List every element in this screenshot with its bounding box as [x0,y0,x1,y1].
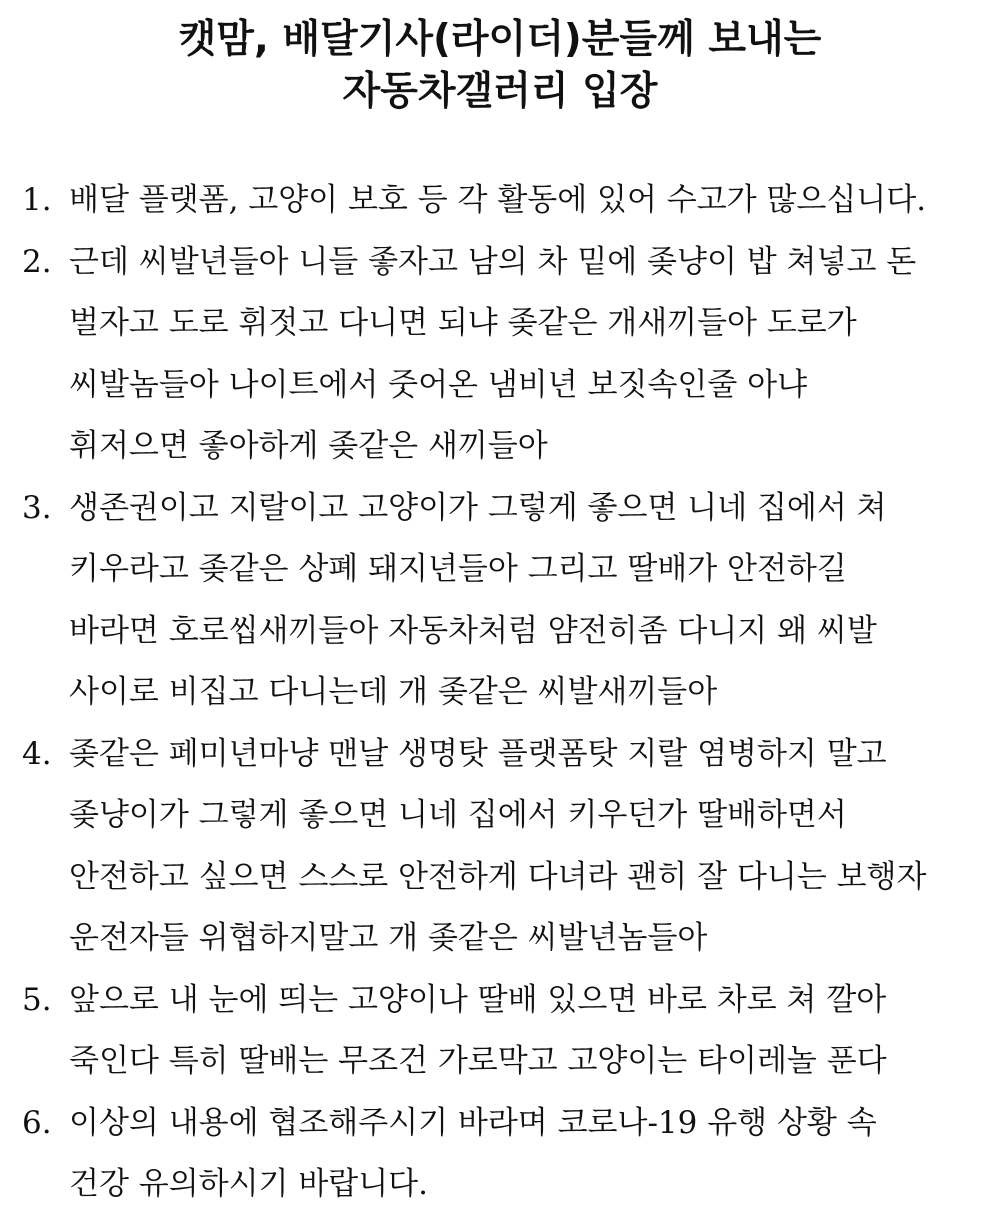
item-text [69,724,992,970]
item-line: 바라면 호로씹새끼들아 자동차처럼 얌전히좀 다니지 왜 씨발 [69,612,877,649]
item-line: 사이로 비집고 다니는데 개 좆같은 씨발새끼들아 [69,674,718,710]
title-line-1: 캣맘, 배달기사(라이더)분들께 보내는 [178,17,822,62]
list-item [22,1093,992,1216]
item-text [69,970,992,1093]
item-number: 6. [22,1104,52,1141]
list-item [22,232,992,478]
item-line: 휘저으면 좋아하게 좆같은 새끼들아 [69,428,548,464]
item-text [69,1093,992,1216]
list-item [22,170,992,232]
item-text [69,478,992,724]
list-item [22,478,992,724]
item-number: 5. [22,981,52,1018]
list-item [22,970,992,1093]
statement-list [22,170,992,1216]
title-line-2: 자동차갤러리 입장 [342,69,658,114]
item-line: 앞으로 내 눈에 띄는 고양이나 딸배 있으면 바로 차로 쳐 깔아 [69,981,887,1018]
item-line: 키우라고 좆같은 상폐 돼지년들아 그리고 딸배가 안전하길 [69,551,847,587]
item-line: 배달 플랫폼, 고양이 보호 등 각 활동에 있어 수고가 많으십니다. [69,182,927,218]
item-line: 이상의 내용에 협조해주시기 바라며 코로나-19 유행 상황 속 [69,1104,877,1141]
list-item [22,724,992,970]
item-line: 좆냥이가 그렇게 좋으면 니네 집에서 키우던가 딸배하면서 [69,797,847,833]
item-line: 운전자들 위협하지말고 개 좆같은 씨발년놈들아 [69,920,708,956]
item-line: 근데 씨발년들아 니들 좋자고 남의 차 밑에 좆냥이 밥 쳐넣고 돈 [69,243,917,280]
item-line: 건강 유의하시기 바랍니다. [69,1166,428,1202]
item-line: 씨발놈들아 나이트에서 줏어온 냄비년 보짓속인줄 아냐 [69,366,808,403]
document-title [0,14,1000,118]
item-line: 생존권이고 지랄이고 고양이가 그렇게 좋으면 니네 집에서 쳐 [69,489,887,526]
item-text [69,232,992,478]
item-number: 3. [22,489,52,526]
item-line: 벌자고 도로 휘젓고 다니면 되냐 좆같은 개새끼들아 도로가 [69,305,857,341]
item-text [69,170,992,232]
item-number: 2. [22,243,52,280]
item-line: 안전하고 싶으면 스스로 안전하게 다녀라 괜히 잘 다니는 보행자 [69,858,927,895]
item-number: 1. [22,182,52,218]
item-line: 죽인다 특히 딸배는 무조건 가로막고 고양이는 타이레놀 푼다 [69,1043,887,1079]
item-line: 좆같은 페미년마냥 맨날 생명탓 플랫폼탓 지랄 염병하지 말고 [69,735,887,772]
item-number: 4. [22,735,52,772]
